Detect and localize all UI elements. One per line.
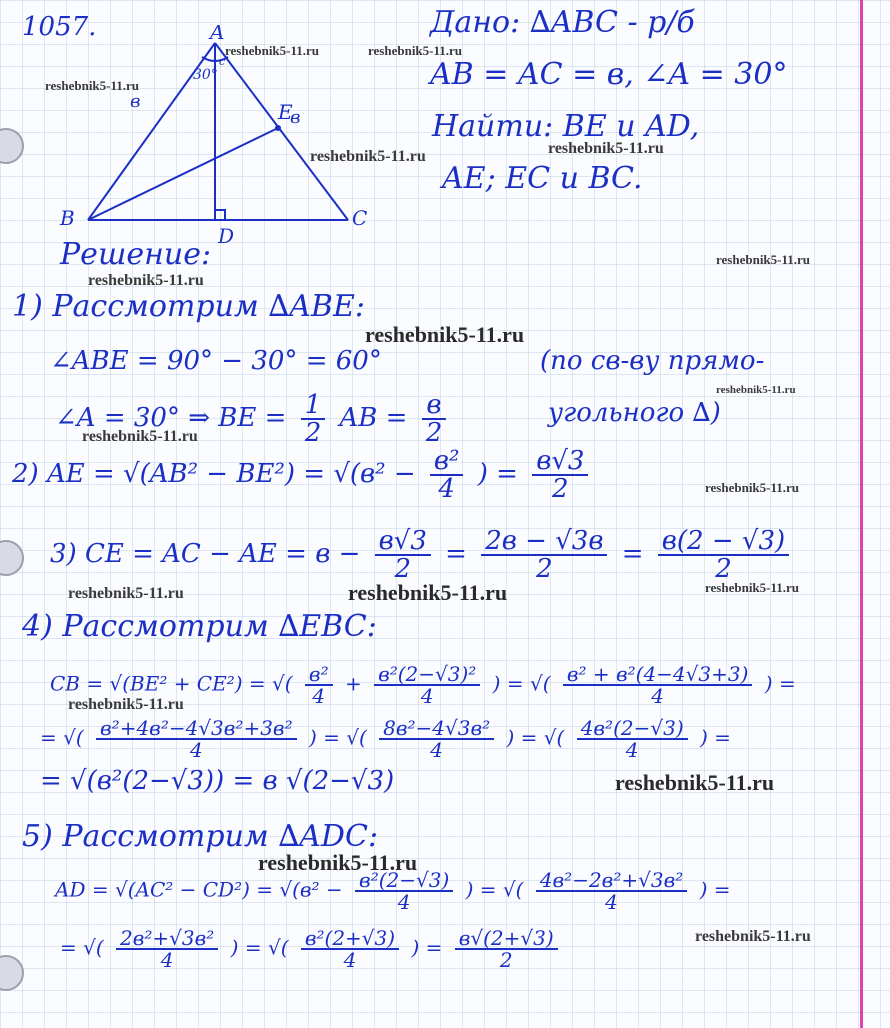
find-line-1: Найти: BE и AD, xyxy=(432,109,700,144)
step3-line: 3) CE = AC − AE = в − $\frac{в√3}{2}$ = $\frac{2в - √3в}{2}$ = $\frac{в(2 - √3)}{2}$ xyxy=(50,528,795,582)
binder-hole xyxy=(0,540,24,576)
label-side-ec: в xyxy=(290,107,301,128)
given-line-1: Дано: ∆ABC - р/б xyxy=(430,5,695,40)
step1-heading: 1) Рассмотрим ∆ABE: xyxy=(12,289,365,324)
step1-note-2: угольного ∆) xyxy=(548,398,721,428)
label-d: D xyxy=(218,224,235,248)
label-c: C xyxy=(352,206,368,230)
watermark: reshebnik5-11.ru xyxy=(716,252,811,267)
watermark: reshebnik5-11.ru xyxy=(45,78,140,93)
watermark: reshebnik5-11.ru xyxy=(348,580,508,605)
step5-line-1: AD = √(AC² − CD²) = √(в² − $\frac{\text{в²(2−√3)}}{4}$ ) = √( $\frac{\text{4в²−2в²+√3в²}}{4}$ ) = xyxy=(55,868,731,914)
step4-line-2: = √( $\frac{\text{в²+4в²−4√3в²+3в²}}{4}$ ) = √( $\frac{\text{8в²−4√3в²}}{4}$ ) = √( $\frac{\text{4в²(2−√3)}}{4}$ ) = xyxy=(40,716,731,762)
watermark: reshebnik5-11.ru xyxy=(705,580,800,595)
watermark: reshebnik5-11.ru xyxy=(310,148,426,165)
watermark: reshebnik5-11.ru xyxy=(88,272,204,289)
watermark: reshebnik5-11.ru xyxy=(548,140,664,157)
step1-note-1: (по св-ву прямо- xyxy=(540,346,765,376)
label-angle-small: с xyxy=(219,55,226,68)
watermark: reshebnik5-11.ru xyxy=(368,43,463,58)
binder-hole xyxy=(0,128,24,164)
step4-line-3: = √(в²(2−√3)) = в √(2−√3) xyxy=(40,766,395,796)
step5-line-2: = √( $\frac{\text{2в²+√3в²}}{4}$ ) = √( $\frac{\text{в²(2+√3)}}{4}$ ) = $\frac{в√(2+√3)}{2}$ xyxy=(60,928,564,970)
watermark: reshebnik5-11.ru xyxy=(258,850,418,875)
watermark: reshebnik5-11.ru xyxy=(68,585,184,602)
step5-heading: 5) Рассмотрим ∆ADC: xyxy=(22,819,379,854)
watermark: reshebnik5-11.ru xyxy=(705,480,800,495)
triangle-figure xyxy=(50,25,380,250)
step4-heading: 4) Рассмотрим ∆EBC: xyxy=(22,609,377,644)
step1-line-1: ∠ABE = 90° − 30° = 60° xyxy=(50,346,382,376)
margin-line xyxy=(860,0,863,1028)
given-line-2: AB = AC = в, ∠A = 30° xyxy=(430,57,788,92)
watermark: reshebnik5-11.ru xyxy=(716,384,796,396)
watermark: reshebnik5-11.ru xyxy=(365,322,525,347)
watermark: reshebnik5-11.ru xyxy=(695,928,811,945)
solution-title: Решение: xyxy=(60,237,212,272)
binder-hole xyxy=(0,955,24,991)
step1-line-2: ∠A = 30° ⇒ BE = $\frac{1}{2}$ AB = $\frac{в}{2}$ xyxy=(55,392,452,446)
watermark: reshebnik5-11.ru xyxy=(225,43,320,58)
problem-number: 1057. xyxy=(22,12,97,42)
right-angle-mark xyxy=(215,210,225,220)
label-a: A xyxy=(210,25,225,44)
watermark: reshebnik5-11.ru xyxy=(615,770,775,795)
label-e: E xyxy=(278,100,293,124)
step4-line-1: CB = √(BE² + CE²) = √( $\frac{\text{в²}}{4}$ + $\frac{\text{в²(2−√3)²}}{4}$ ) = √( $\frac{\text{в² + в²(4−4√3+3)}}{4}$ ) = xyxy=(50,662,796,708)
watermark: reshebnik5-11.ru xyxy=(82,428,198,445)
label-side-ab: в xyxy=(130,91,141,112)
point-e xyxy=(275,125,281,131)
watermark: reshebnik5-11.ru xyxy=(68,696,184,713)
side-ac xyxy=(215,43,348,220)
find-line-2: AE; EC и BC. xyxy=(442,161,643,196)
label-angle-a: 30° xyxy=(193,67,218,83)
label-b: B xyxy=(60,206,75,230)
altitude-be xyxy=(88,128,278,220)
step2-line: 2) AE = √(AB² − BE²) = √(в² − $\frac{\text{в²}}{4}$ ) = $\frac{в√3}{2}$ xyxy=(12,448,594,502)
